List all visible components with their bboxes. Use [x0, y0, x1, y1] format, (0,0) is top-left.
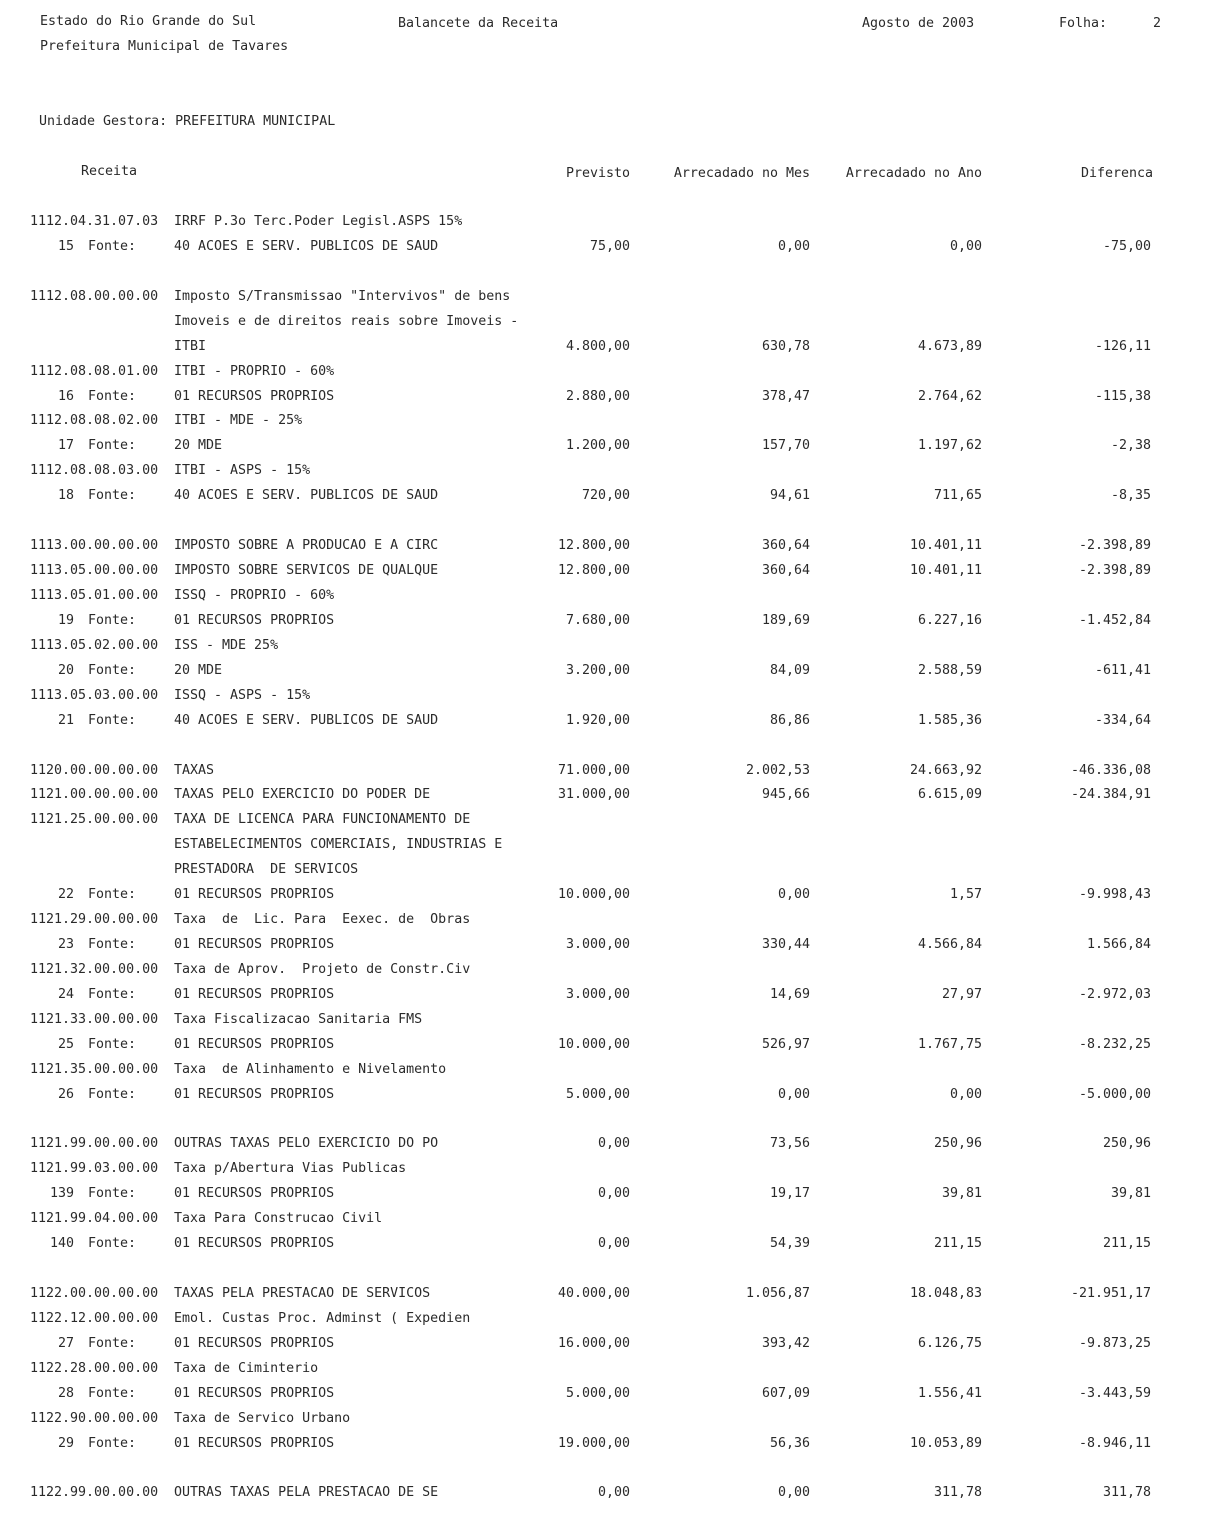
account-description: OUTRAS TAXAS PELO EXERCICIO DO PO: [174, 1136, 439, 1152]
arrecadado-mes-value: 393,42: [761, 1335, 810, 1351]
fonte-row: [0, 1087, 1212, 1107]
fonte-row: [0, 1186, 1212, 1206]
fonte-description: 01 RECURSOS PROPRIOS: [174, 1335, 335, 1351]
fonte-label: Fonte:: [88, 1335, 137, 1351]
arrecadado-ano-value: 1.197,62: [917, 438, 982, 454]
table-row: [0, 1211, 1212, 1231]
account-description: TAXAS PELO EXERCICIO DO PODER DE: [174, 787, 431, 803]
arrecadado-ano-value: 6.126,75: [917, 1335, 982, 1351]
table-row: [0, 912, 1212, 932]
diferenca-value: -334,64: [1094, 712, 1151, 728]
arrecadado-mes-value: 19,17: [769, 1186, 810, 1202]
table-row: [0, 563, 1212, 583]
account-code: 1121.99.00.00.00: [30, 1136, 159, 1152]
fonte-description: 01 RECURSOS PROPRIOS: [174, 388, 335, 404]
account-description: Taxa p/Abertura Vias Publicas: [174, 1161, 407, 1177]
account-code: 1122.90.00.00.00: [30, 1410, 159, 1426]
account-code: 1122.99.00.00.00: [30, 1485, 159, 1501]
arrecadado-mes-value: 157,70: [761, 438, 810, 454]
arrecadado-mes-value: 94,61: [769, 488, 810, 504]
fonte-row: [0, 663, 1212, 683]
arrecadado-mes-value: 0,00: [777, 1086, 810, 1102]
previsto-value: 3.000,00: [565, 986, 630, 1002]
account-code: 1122.28.00.00.00: [30, 1360, 159, 1376]
account-code: 1122.00.00.00.00: [30, 1286, 159, 1301]
fonte-number: 19: [57, 612, 74, 628]
col-arrecadado-mes: Arrecadado no Mes: [673, 166, 810, 181]
fonte-label: Fonte:: [88, 887, 137, 903]
table-row: [0, 1361, 1212, 1381]
fonte-number: 26: [57, 1086, 74, 1102]
account-description: ISS - MDE 25%: [174, 637, 279, 653]
table-row: [0, 837, 1212, 857]
table-row: [0, 463, 1212, 483]
arrecadado-mes-value: 73,56: [769, 1136, 810, 1152]
account-description: TAXA DE LICENCA PARA FUNCIONAMENTO DE: [174, 812, 471, 828]
arrecadado-ano-value: 2.588,59: [917, 662, 982, 678]
previsto-value: 0,00: [597, 1485, 630, 1501]
account-description: OUTRAS TAXAS PELA PRESTACAO DE SE: [174, 1485, 439, 1501]
arrecadado-mes-value: 360,64: [761, 538, 810, 554]
table-row: [0, 413, 1212, 433]
table-row: [0, 763, 1212, 783]
diferenca-value: -2,38: [1110, 438, 1151, 454]
diferenca-value: -8,35: [1110, 488, 1151, 504]
table-row: [0, 688, 1212, 708]
col-receita: Receita: [81, 164, 138, 179]
folha-label: Folha:: [1059, 16, 1108, 31]
account-code: 1113.00.00.00.00: [30, 538, 159, 554]
fonte-number: 17: [57, 438, 74, 454]
report-period: Agosto de 2003: [862, 16, 975, 31]
spacer-row: [0, 1112, 1212, 1132]
fonte-row: [0, 488, 1212, 508]
arrecadado-ano-value: 6.615,09: [917, 787, 982, 803]
table-row: [0, 1485, 1212, 1505]
diferenca-value: -46.336,08: [1070, 762, 1151, 778]
fonte-number: 139: [49, 1186, 74, 1202]
table-row: [0, 812, 1212, 832]
fonte-row: [0, 239, 1212, 259]
previsto-value: 31.000,00: [557, 787, 630, 803]
account-description: TAXAS PELA PRESTACAO DE SERVICOS: [174, 1286, 431, 1301]
fonte-label: Fonte:: [88, 1186, 137, 1202]
arrecadado-ano-value: 211,15: [933, 1236, 982, 1252]
fonte-number: 22: [57, 887, 74, 903]
fonte-number: 29: [57, 1435, 74, 1451]
table-row: [0, 1311, 1212, 1331]
diferenca-value: -2.398,89: [1078, 563, 1151, 578]
diferenca-value: -8.946,11: [1078, 1435, 1151, 1451]
fonte-row: [0, 1436, 1212, 1456]
fonte-description: 01 RECURSOS PROPRIOS: [174, 1186, 335, 1202]
arrecadado-mes-value: 1.056,87: [745, 1286, 810, 1301]
arrecadado-mes-value: 84,09: [769, 662, 810, 678]
diferenca-value: -9.998,43: [1078, 887, 1151, 903]
table-row: [0, 588, 1212, 608]
fonte-label: Fonte:: [88, 1036, 137, 1052]
table-row: [0, 339, 1212, 359]
diferenca-value: -9.873,25: [1078, 1335, 1151, 1351]
account-code: 1121.99.03.00.00: [30, 1161, 159, 1177]
spacer-row: [0, 513, 1212, 533]
spacer-row: [0, 264, 1212, 284]
arrecadado-mes-value: 0,00: [777, 887, 810, 903]
arrecadado-ano-value: 1,57: [949, 887, 982, 903]
report-title: Balancete da Receita: [398, 16, 559, 31]
account-code: 1122.12.00.00.00: [30, 1310, 159, 1326]
arrecadado-ano-value: 4.673,89: [917, 338, 982, 354]
previsto-value: 1.920,00: [565, 712, 630, 728]
arrecadado-mes-value: 526,97: [761, 1036, 810, 1052]
previsto-value: 16.000,00: [557, 1335, 630, 1351]
account-code: 1113.05.00.00.00: [30, 563, 159, 578]
spacer-row: [0, 738, 1212, 758]
spacer-row: [0, 1261, 1212, 1281]
arrecadado-mes-value: 360,64: [761, 563, 810, 578]
fonte-row: [0, 713, 1212, 733]
previsto-value: 720,00: [581, 488, 630, 504]
arrecadado-ano-value: 18.048,83: [909, 1286, 982, 1301]
table-row: [0, 364, 1212, 384]
fonte-number: 28: [57, 1385, 74, 1401]
arrecadado-mes-value: 330,44: [761, 937, 810, 952]
account-description: ISSQ - ASPS - 15%: [174, 687, 311, 703]
arrecadado-ano-value: 4.566,84: [917, 937, 982, 952]
table-row: [0, 787, 1212, 807]
fonte-row: [0, 438, 1212, 458]
previsto-value: 5.000,00: [565, 1086, 630, 1102]
fonte-number: 21: [57, 712, 74, 728]
previsto-value: 40.000,00: [557, 1286, 630, 1301]
fonte-description: 01 RECURSOS PROPRIOS: [174, 1086, 335, 1102]
fonte-label: Fonte:: [88, 612, 137, 628]
account-code: 1121.33.00.00.00: [30, 1011, 159, 1027]
fonte-row: [0, 887, 1212, 907]
fonte-description: 20 MDE: [174, 662, 223, 678]
account-code: 1121.29.00.00.00: [30, 912, 159, 927]
account-code: 1120.00.00.00.00: [30, 762, 159, 778]
arrecadado-ano-value: 1.585,36: [917, 712, 982, 728]
arrecadado-ano-value: 10.053,89: [909, 1435, 982, 1451]
previsto-value: 12.800,00: [557, 563, 630, 578]
arrecadado-mes-value: 56,36: [769, 1435, 810, 1451]
arrecadado-ano-value: 10.401,11: [909, 563, 982, 578]
arrecadado-ano-value: 6.227,16: [917, 612, 982, 628]
table-row: [0, 638, 1212, 658]
table-row: [0, 1286, 1212, 1306]
arrecadado-ano-value: 10.401,11: [909, 538, 982, 554]
account-code: 1113.05.02.00.00: [30, 637, 159, 653]
diferenca-value: -2.398,89: [1078, 538, 1151, 554]
account-description: PRESTADORA DE SERVICOS: [174, 862, 359, 878]
table-row: [0, 314, 1212, 334]
account-description: ISSQ - PROPRIO - 60%: [174, 588, 335, 603]
fonte-description: 20 MDE: [174, 438, 223, 454]
fonte-label: Fonte:: [88, 986, 137, 1002]
account-description: IMPOSTO SOBRE A PRODUCAO E A CIRC: [174, 538, 439, 554]
diferenca-value: 39,81: [1110, 1186, 1151, 1202]
previsto-value: 1.200,00: [565, 438, 630, 454]
previsto-value: 0,00: [597, 1136, 630, 1152]
fonte-label: Fonte:: [88, 388, 137, 404]
arrecadado-ano-value: 0,00: [949, 1086, 982, 1102]
fonte-row: [0, 613, 1212, 633]
fonte-number: 27: [57, 1335, 74, 1351]
diferenca-value: 1.566,84: [1086, 937, 1151, 952]
prefeitura-label: Prefeitura Municipal de Tavares: [40, 39, 289, 54]
account-description: Taxa de Lic. Para Eexec. de Obras: [174, 912, 471, 927]
diferenca-value: -1.452,84: [1078, 612, 1151, 628]
diferenca-value: 311,78: [1102, 1485, 1151, 1501]
account-description: ITBI: [174, 338, 207, 354]
account-code: 1121.32.00.00.00: [30, 961, 159, 977]
table-row: [0, 538, 1212, 558]
fonte-row: [0, 937, 1212, 957]
diferenca-value: -24.384,91: [1070, 787, 1151, 803]
fonte-row: [0, 1236, 1212, 1256]
fonte-number: 16: [57, 388, 74, 404]
previsto-value: 10.000,00: [557, 887, 630, 903]
account-code: 1112.08.08.01.00: [30, 363, 159, 379]
account-description: TAXAS: [174, 762, 215, 778]
arrecadado-ano-value: 39,81: [941, 1186, 982, 1202]
table-row: [0, 1012, 1212, 1032]
fonte-label: Fonte:: [88, 1435, 137, 1451]
account-code: 1113.05.01.00.00: [30, 588, 159, 603]
fonte-row: [0, 1037, 1212, 1057]
fonte-description: 40 ACOES E SERV. PUBLICOS DE SAUD: [174, 712, 439, 728]
fonte-description: 40 ACOES E SERV. PUBLICOS DE SAUD: [174, 238, 439, 254]
arrecadado-mes-value: 630,78: [761, 338, 810, 354]
arrecadado-ano-value: 1.556,41: [917, 1385, 982, 1401]
fonte-number: 23: [57, 937, 74, 952]
previsto-value: 2.880,00: [565, 388, 630, 404]
fonte-description: 01 RECURSOS PROPRIOS: [174, 612, 335, 628]
arrecadado-mes-value: 2.002,53: [745, 762, 810, 778]
fonte-label: Fonte:: [88, 438, 137, 454]
arrecadado-ano-value: 711,65: [933, 488, 982, 504]
previsto-value: 19.000,00: [557, 1435, 630, 1451]
arrecadado-mes-value: 378,47: [761, 388, 810, 404]
fonte-description: 01 RECURSOS PROPRIOS: [174, 1385, 335, 1401]
account-code: 1112.08.08.03.00: [30, 463, 159, 479]
fonte-label: Fonte:: [88, 1236, 137, 1252]
arrecadado-ano-value: 0,00: [949, 238, 982, 254]
account-description: Emol. Custas Proc. Adminst ( Expedien: [174, 1310, 471, 1326]
account-description: IMPOSTO SOBRE SERVICOS DE QUALQUE: [174, 563, 439, 578]
table-row: [0, 1062, 1212, 1082]
table-row: [0, 214, 1212, 234]
table-row: [0, 1411, 1212, 1431]
account-code: 1112.04.31.07.03: [30, 214, 159, 229]
diferenca-value: -126,11: [1094, 338, 1151, 354]
diferenca-value: 211,15: [1102, 1236, 1151, 1252]
fonte-row: [0, 389, 1212, 409]
account-code: 1121.35.00.00.00: [30, 1061, 159, 1077]
arrecadado-ano-value: 2.764,62: [917, 388, 982, 404]
table-row: [0, 862, 1212, 882]
account-code: 1121.25.00.00.00: [30, 812, 159, 828]
fonte-label: Fonte:: [88, 238, 137, 254]
previsto-value: 12.800,00: [557, 538, 630, 554]
account-description: Imoveis e de direitos reais sobre Imoveis -: [174, 313, 519, 329]
fonte-number: 140: [49, 1236, 74, 1252]
diferenca-value: -5.000,00: [1078, 1086, 1151, 1102]
fonte-number: 24: [57, 986, 74, 1002]
arrecadado-ano-value: 1.767,75: [917, 1036, 982, 1052]
fonte-description: 01 RECURSOS PROPRIOS: [174, 887, 335, 903]
fonte-description: 01 RECURSOS PROPRIOS: [174, 1236, 335, 1252]
fonte-number: 25: [57, 1036, 74, 1052]
fonte-label: Fonte:: [88, 488, 137, 504]
arrecadado-mes-value: 945,66: [761, 787, 810, 803]
diferenca-value: -3.443,59: [1078, 1385, 1151, 1401]
account-description: Taxa Fiscalizacao Sanitaria FMS: [174, 1011, 423, 1027]
diferenca-value: -2.972,03: [1078, 986, 1151, 1002]
previsto-value: 0,00: [597, 1186, 630, 1202]
previsto-value: 75,00: [589, 238, 630, 254]
diferenca-value: 250,96: [1102, 1136, 1151, 1152]
account-description: Taxa Para Construcao Civil: [174, 1211, 383, 1227]
account-code: 1112.08.08.02.00: [30, 413, 159, 429]
account-description: Taxa de Alinhamento e Nivelamento: [174, 1061, 447, 1077]
previsto-value: 71.000,00: [557, 762, 630, 778]
table-row: [0, 289, 1212, 309]
fonte-number: 18: [57, 488, 74, 504]
fonte-row: [0, 1336, 1212, 1356]
fonte-label: Fonte:: [88, 662, 137, 678]
table-row: [0, 962, 1212, 982]
arrecadado-mes-value: 0,00: [777, 1485, 810, 1501]
account-description: Imposto S/Transmissao "Intervivos" de bens: [174, 288, 511, 304]
arrecadado-mes-value: 607,09: [761, 1385, 810, 1401]
arrecadado-mes-value: 54,39: [769, 1236, 810, 1252]
account-description: IRRF P.3o Terc.Poder Legisl.ASPS 15%: [174, 214, 463, 229]
fonte-description: 01 RECURSOS PROPRIOS: [174, 1435, 335, 1451]
account-code: 1113.05.03.00.00: [30, 687, 159, 703]
fonte-description: 40 ACOES E SERV. PUBLICOS DE SAUD: [174, 488, 439, 504]
col-arrecadado-ano: Arrecadado no Ano: [845, 166, 982, 181]
fonte-row: [0, 987, 1212, 1007]
account-code: 1121.00.00.00.00: [30, 787, 159, 803]
diferenca-value: -115,38: [1094, 388, 1151, 404]
col-diferenca: Diferenca: [1080, 166, 1153, 181]
previsto-value: 0,00: [597, 1236, 630, 1252]
previsto-value: 10.000,00: [557, 1036, 630, 1052]
account-description: Taxa de Servico Urbano: [174, 1410, 351, 1426]
folha-number: 2: [1153, 16, 1162, 31]
previsto-value: 3.000,00: [565, 937, 630, 952]
fonte-description: 01 RECURSOS PROPRIOS: [174, 1036, 335, 1052]
account-description: Taxa de Ciminterio: [174, 1360, 319, 1376]
diferenca-value: -21.951,17: [1070, 1286, 1151, 1301]
arrecadado-mes-value: 86,86: [769, 712, 810, 728]
fonte-number: 15: [57, 238, 74, 254]
account-description: ITBI - PROPRIO - 60%: [174, 363, 335, 379]
diferenca-value: -611,41: [1094, 662, 1151, 678]
fonte-row: [0, 1386, 1212, 1406]
previsto-value: 5.000,00: [565, 1385, 630, 1401]
account-description: ITBI - ASPS - 15%: [174, 463, 311, 479]
table-row: [0, 1161, 1212, 1181]
fonte-label: Fonte:: [88, 1385, 137, 1401]
arrecadado-ano-value: 311,78: [933, 1485, 982, 1501]
arrecadado-ano-value: 24.663,92: [909, 762, 982, 778]
arrecadado-mes-value: 0,00: [777, 238, 810, 254]
fonte-description: 01 RECURSOS PROPRIOS: [174, 937, 335, 952]
spacer-row: [0, 1461, 1212, 1481]
fonte-number: 20: [57, 662, 74, 678]
account-description: ITBI - MDE - 25%: [174, 413, 303, 429]
diferenca-value: -75,00: [1102, 238, 1151, 254]
fonte-label: Fonte:: [88, 937, 137, 952]
arrecadado-ano-value: 27,97: [941, 986, 982, 1002]
diferenca-value: -8.232,25: [1078, 1036, 1151, 1052]
previsto-value: 7.680,00: [565, 612, 630, 628]
account-description: ESTABELECIMENTOS COMERCIAIS, INDUSTRIAS E: [174, 837, 503, 853]
fonte-description: 01 RECURSOS PROPRIOS: [174, 986, 335, 1002]
arrecadado-mes-value: 189,69: [761, 612, 810, 628]
col-previsto: Previsto: [565, 166, 630, 181]
arrecadado-ano-value: 250,96: [933, 1136, 982, 1152]
table-row: [0, 1136, 1212, 1156]
account-code: 1112.08.00.00.00: [30, 288, 159, 304]
fonte-label: Fonte:: [88, 1086, 137, 1102]
previsto-value: 4.800,00: [565, 338, 630, 354]
account-code: 1121.99.04.00.00: [30, 1211, 159, 1227]
previsto-value: 3.200,00: [565, 662, 630, 678]
fonte-label: Fonte:: [88, 712, 137, 728]
account-description: Taxa de Aprov. Projeto de Constr.Civ: [174, 961, 471, 977]
arrecadado-mes-value: 14,69: [769, 986, 810, 1002]
unidade-gestora: Unidade Gestora: PREFEITURA MUNICIPAL: [39, 114, 336, 129]
estado-label: Estado do Rio Grande do Sul: [40, 14, 257, 29]
